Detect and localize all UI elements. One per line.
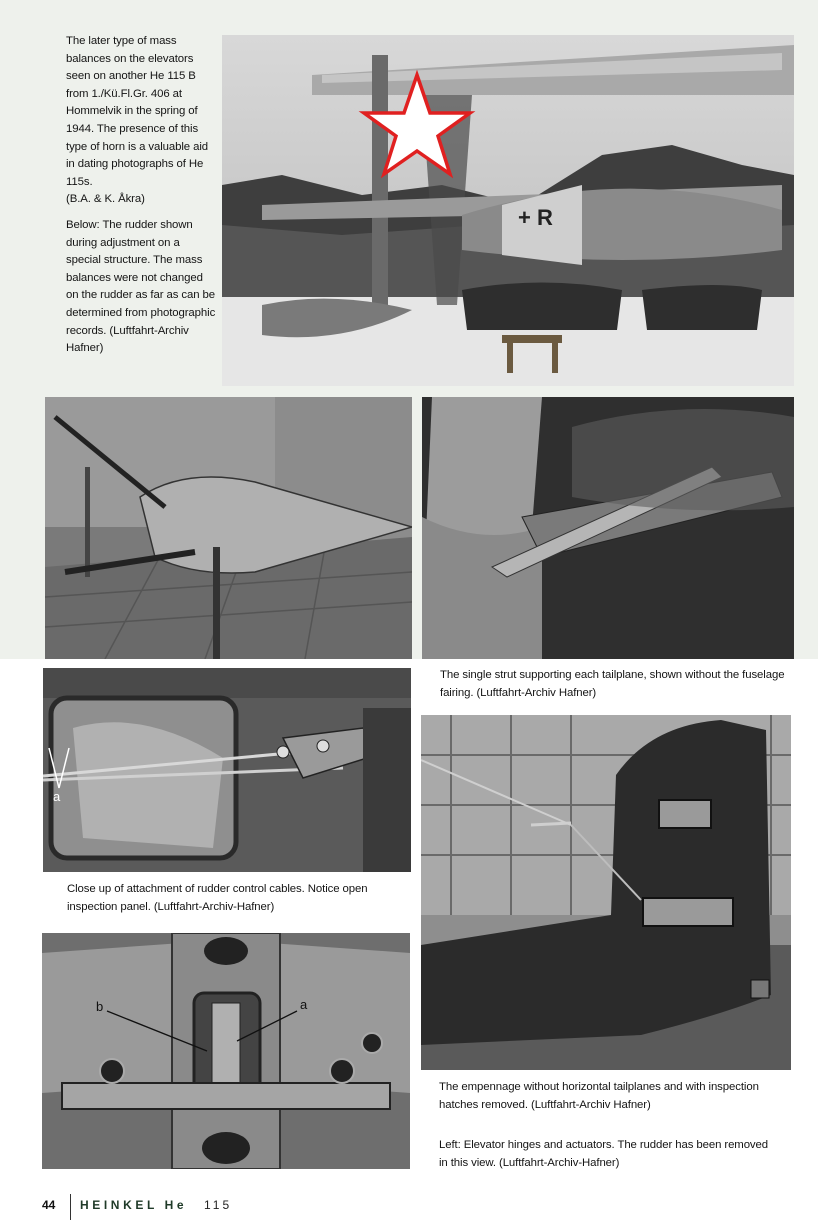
label-cables-a: a [53, 789, 61, 804]
footer-divider [70, 1194, 71, 1220]
photo-empennage [421, 715, 791, 1070]
footer-brand: HEINKEL He [80, 1198, 188, 1212]
page-footer [42, 1194, 342, 1222]
label-hinges-b: b [96, 999, 104, 1014]
photo-he115-hommelvik [222, 35, 794, 386]
footer-model: 115 [204, 1198, 233, 1212]
caption-mass-balances-text: The later type of mass balances on the elevators seen on another He 115 B from 1./Kü.Fl.Gr. 406 at Hommelvik in the spring of 1944. The presence of this type of horn is a valuable aid in dating photographs of He 115s. [66, 35, 209, 188]
photo-tailplane-strut [422, 397, 794, 659]
caption-mass-balances-credit: (B.A. & K. Åkra) [66, 193, 145, 206]
page-number: 44 [42, 1198, 56, 1212]
caption-mass-balances [66, 33, 216, 358]
caption-rudder-cables: Close up of attachment of rudder control cables. Notice open inspection panel. (Luftfahrt-Archiv-Hafner) [67, 883, 368, 913]
photo-rudder-stand [45, 397, 412, 659]
svg-text:+ R: + R [518, 205, 553, 230]
photo-elevator-hinges [42, 933, 410, 1169]
caption-elevator-hinges: Left: Elevator hinges and actuators. The rudder has been removed in this view. (Luftfahrt-Archiv-Hafner) [439, 1139, 768, 1169]
caption-tailplane-strut: The single strut supporting each tailplane, shown without the fuselage fairing. (Luftfahrt-Archiv Hafner) [440, 669, 785, 699]
photo-rudder-cables [43, 668, 411, 872]
caption-empennage: The empennage without horizontal tailplanes and with inspection hatches removed. (Luftfahrt-Archiv Hafner) [439, 1081, 759, 1111]
caption-rudder-adjustment: Below: The rudder shown during adjustment on a special structure. The mass balances were not changed on the rudder as far as can be determined from photographic records. (Luftfahrt-Archiv Hafner) [66, 218, 216, 355]
label-hinges-a: a [300, 997, 308, 1012]
